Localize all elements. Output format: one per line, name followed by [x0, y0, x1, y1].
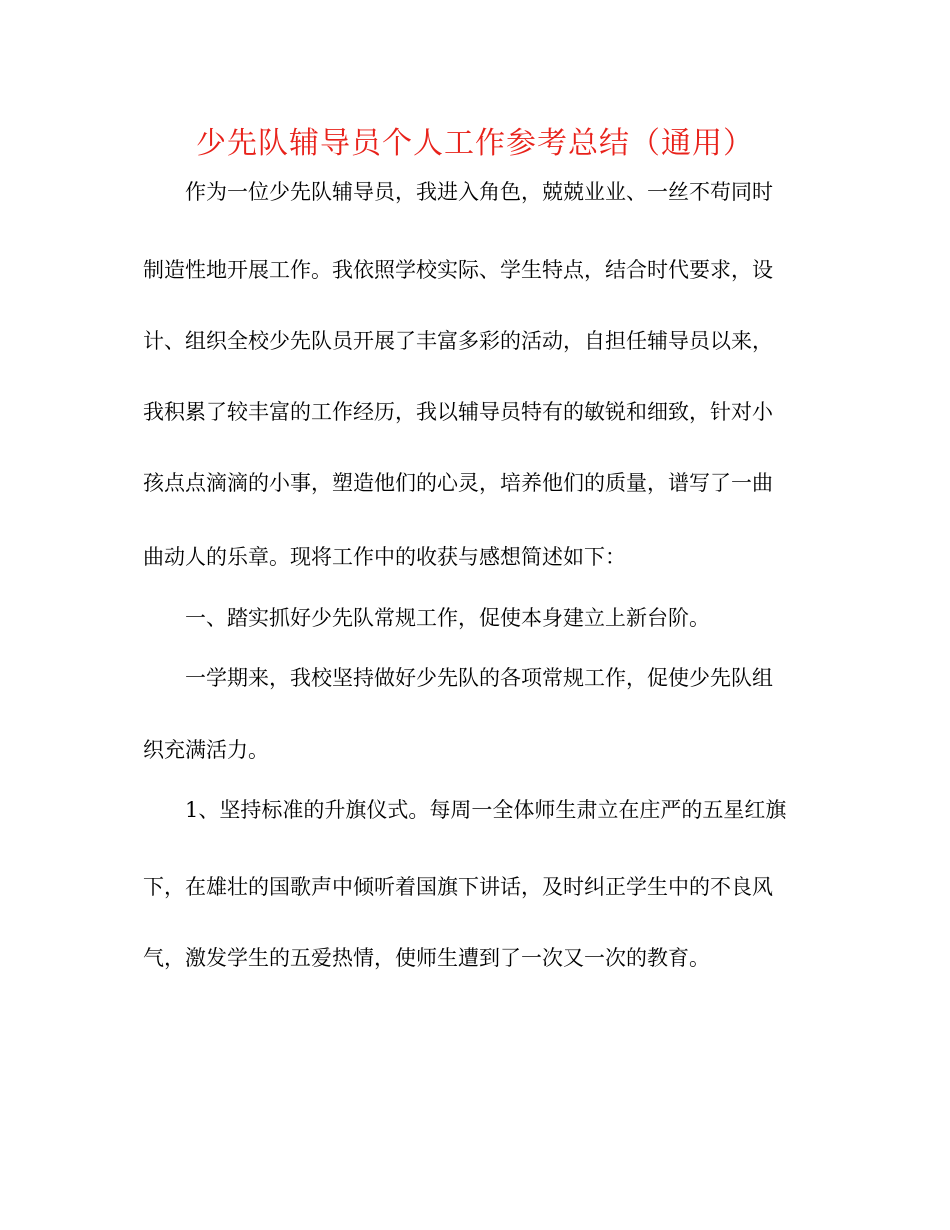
- document-title: 少先队辅导员个人工作参考总结（通用）: [196, 126, 754, 161]
- body-line-5: 孩点点滴滴的小事，塑造他们的心灵，培养他们的质量，谱写了一曲: [143, 471, 773, 495]
- body-line-3: 计、组织全校少先队员开展了丰富多彩的活动，自担任辅导员以来，: [143, 329, 773, 353]
- body-line-1: 作为一位少先队辅导员，我进入角色，兢兢业业、一丝不苟同时: [185, 180, 773, 204]
- section-heading-1: 一、踏实抓好少先队常规工作，促使本身建立上新台阶。: [185, 606, 710, 630]
- body-line-11: 气，激发学生的五爱热情，使师生遭到了一次又一次的教育。: [143, 946, 710, 970]
- body-line-9: 1、坚持标准的升旗仪式。每周一全体师生肃立在庄严的五星红旗: [185, 798, 787, 822]
- body-line-2: 制造性地开展工作。我依照学校实际、学生特点，结合时代要求，设: [143, 258, 773, 282]
- body-line-8: 织充满活力。: [143, 738, 269, 762]
- body-line-6: 曲动人的乐章。现将工作中的收获与感想简述如下：: [143, 545, 626, 569]
- body-line-10: 下，在雄壮的国歌声中倾听着国旗下讲话，及时纠正学生中的不良风: [143, 875, 773, 899]
- body-line-7: 一学期来，我校坚持做好少先队的各项常规工作，促使少先队组: [185, 666, 773, 690]
- body-line-4: 我积累了较丰富的工作经历，我以辅导员特有的敏锐和细致，针对小: [143, 400, 773, 424]
